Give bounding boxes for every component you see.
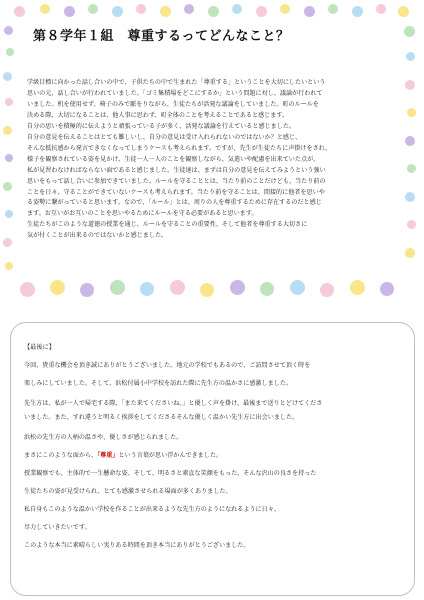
decorative-dot <box>406 52 415 61</box>
decorative-dot <box>64 6 75 17</box>
report-line: 思いの元、話し合いが行われていました。「ゴミ集積場をどこにするか」という問題に対し、議論が行われて <box>27 89 323 97</box>
decorative-dot <box>280 4 290 14</box>
decorative-dot <box>3 182 12 191</box>
decorative-dot <box>398 6 409 17</box>
report-line: る姿勢に繋がっていると思います。なので、「ルール」とは、周りの人を尊重するために存在するのだと感じ <box>27 199 322 207</box>
report-line: ことを日々、守ることができていないケースも考えられます。当たり前を守ることは、間接的に他者を思いや <box>27 188 325 196</box>
decorative-dot <box>160 6 171 17</box>
highlight-suffix: という言葉が思い浮かんできました。 <box>118 452 223 459</box>
decorative-dot <box>380 282 394 296</box>
closing-message <box>24 361 404 559</box>
page-title: 第８学年１組 尊重するってどんなこと？ <box>33 29 290 44</box>
decorative-dot <box>407 108 416 117</box>
decorative-dot <box>405 80 415 90</box>
decorative-dot <box>80 283 94 297</box>
decorative-dot <box>5 98 13 106</box>
closing-line: 浜松の先生方の人柄の温さや、優しさが感じられました。 <box>24 434 183 441</box>
decorative-dot <box>376 4 386 14</box>
decorative-dot <box>4 26 13 35</box>
decorative-dot <box>405 248 415 258</box>
closing-heading: 【最後に】 <box>24 344 55 351</box>
decorative-dot <box>256 6 267 17</box>
closing-line: このような本当に素晴らしい実りある時間を頂き本当にありがとうございました。 <box>24 542 250 549</box>
closing-line: 今回、貴重な機会を頂き誠にありがとうございました。地元の学校でもあるので、ご訪問させて頂く時を <box>24 362 311 369</box>
decorative-dot <box>200 283 214 297</box>
report-line: 様子を観察されている姿を見かけ、生徒一人一人のことを観察しながら、気遣いや配慮を出来ていた点が、 <box>27 155 320 163</box>
decorative-dot <box>260 282 274 296</box>
closing-line: 先生方は、私が一人で帰宅する際、「また来てくださいね。」と優しく声を掛け、最後まで送りとどけてくださ <box>24 400 323 407</box>
closing-highlight-line <box>24 451 404 461</box>
decorative-dot <box>112 6 123 17</box>
report-line: 気が付くことが出来るのではないかと感じました。 <box>27 232 168 240</box>
decorative-dot <box>405 192 415 202</box>
observation-report <box>27 78 387 242</box>
decorative-dot <box>50 280 65 295</box>
report-line: 自分の意見を伝えることはとても難しいし、自分の意見は受け入れられないのではないか？と感じ、 <box>27 133 302 141</box>
decorative-dot <box>352 6 363 17</box>
closing-line: 楽しみにしていました。そして、浜松付属小中学校を訪れた際に先生方の温かさに感激しました。 <box>24 380 293 387</box>
report-line: 思いをもって話し合いに参加できていました。ルールを守ることとは、当たり前のことだけども、当たり前の <box>27 177 326 185</box>
report-line: 自分の思いを積極的に伝えようと頑張っている子が多く、活発な議論を行えていると感じました。 <box>27 122 296 130</box>
decorative-dot <box>14 6 25 17</box>
decorative-dot <box>5 154 13 162</box>
decorative-dot <box>407 164 416 173</box>
report-line: 生徒たちがこのような道徳の授業を通じ、ルールを守ることの重要性、そして他者を尊重する大切さに <box>27 221 308 229</box>
decorative-dot <box>110 280 125 295</box>
highlight-prefix: まさにこのような面から、 <box>24 452 98 459</box>
closing-line: 授業観察でも、主体的で一生懸命な姿、そして、明るさと素直な笑顔をもった、そんな沢山の良さを持った <box>24 470 317 477</box>
decorative-dot <box>3 238 12 247</box>
decorative-dot <box>3 126 12 135</box>
decorative-dot <box>290 280 305 295</box>
decorative-dot <box>208 6 219 17</box>
decorative-dot <box>40 4 50 14</box>
decorative-dot <box>405 136 415 146</box>
decorative-dot <box>88 4 98 14</box>
decorative-dot <box>320 283 334 297</box>
decorative-dot <box>328 4 338 14</box>
report-line: そんな抵抗感から発言できなくなってしまうケースも考えられます。ですが、先生が生徒たちに声掛けをされ、 <box>27 144 332 152</box>
report-line: 決める際、大切になることは、他人事に思わず、町全体のことを考えることであると感じます。 <box>27 111 289 119</box>
closing-line: いました。また、すれ違うと明るく挨拶をしてくださるそんな優しく温かい先生方に出会いました。 <box>24 414 299 421</box>
highlight-keyword: 「尊重」 <box>97 452 119 459</box>
decorative-dot <box>170 280 185 295</box>
decorative-dot <box>184 4 194 14</box>
decorative-dot <box>20 282 35 297</box>
decorative-dot <box>350 280 365 295</box>
decorative-dot <box>407 220 416 229</box>
decorative-dot <box>3 72 12 81</box>
decorative-dot <box>304 6 315 17</box>
decorative-dot <box>230 280 245 295</box>
decorative-dot <box>232 4 242 14</box>
decorative-dot <box>404 26 415 37</box>
decorative-dot <box>5 210 13 218</box>
closing-line: 生徒たちの姿が見受けられ、とても感激させられる場面が多くありました。 <box>24 488 232 495</box>
report-line: 私が見習わなければならない面であると感じました。生徒達は、まずは自分の意見を伝えてみようという強い <box>27 166 326 174</box>
report-line: 学級目標に向かった話し合いの中で、子供たちの中で生まれた「尊重する」ということを大切にしたいという <box>27 79 326 86</box>
decorative-dot <box>140 282 154 296</box>
decorative-dot <box>6 48 14 56</box>
decorative-dot <box>136 4 146 14</box>
closing-line: 私自身もこのような温かい学校を作ることが出来るような先生方のようになれるように日々、 <box>24 506 280 513</box>
report-line: ます。お互いがお互いのことを思いやるためにルールを守る必要があると思います。 <box>27 210 258 218</box>
decorative-dot <box>5 262 13 270</box>
closing-line: 尽力していきたいです。 <box>24 524 91 531</box>
report-line: いました。机を使用せず、椅子のみで脈をりながら、生徒たちが活発な議論をしていました。町のルールを <box>27 100 319 108</box>
